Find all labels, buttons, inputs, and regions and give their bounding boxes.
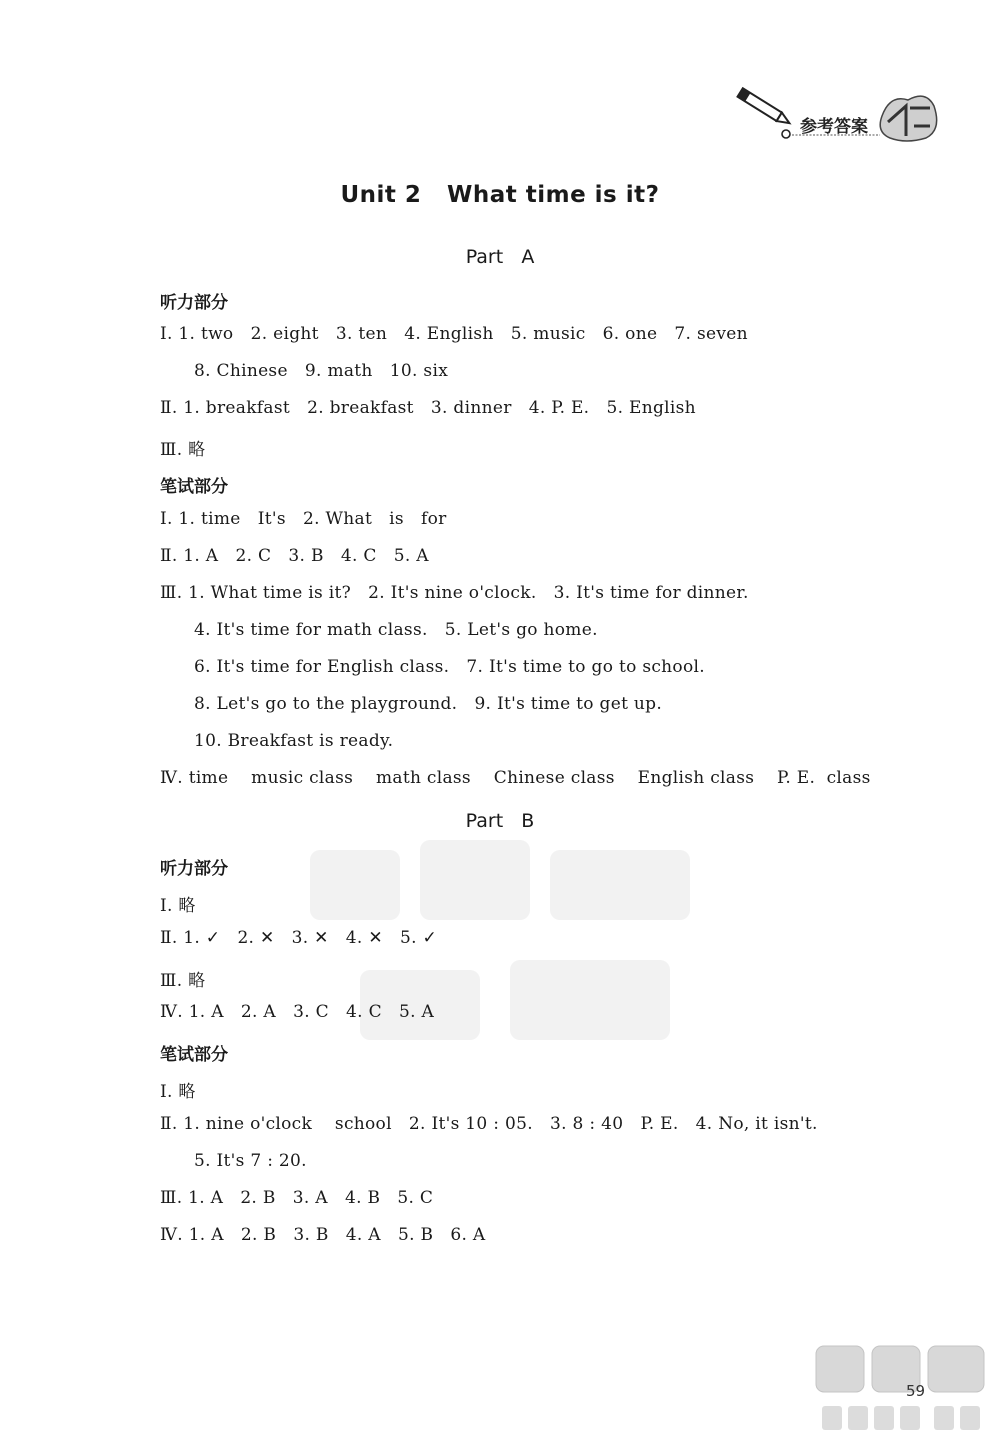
answer-line: Ⅲ. 略	[160, 971, 206, 991]
answer-line: 10. Breakfast is ready.	[194, 731, 394, 751]
page-number: 59	[906, 1382, 926, 1400]
header-label: 参考答案	[800, 117, 868, 137]
answer-line: Ⅰ. 略	[160, 896, 196, 916]
answer-line: Ⅱ. 1. breakfast 2. breakfast 3. dinner 4. P. E. 5. English	[160, 398, 696, 418]
answer-line: Ⅰ. 1. time It's 2. What is for	[160, 509, 447, 529]
part-b-listening-heading: 听力部分	[160, 859, 228, 879]
part-a-listening-heading: 听力部分	[160, 293, 228, 313]
answer-line: 8. Chinese 9. math 10. six	[194, 361, 449, 381]
answer-line: 8. Let's go to the playground. 9. It's time to get up.	[194, 694, 663, 714]
answer-line: 5. It's 7 : 20.	[194, 1151, 307, 1171]
answer-line: 6. It's time for English class. 7. It's time to go to school.	[194, 657, 705, 677]
part-b-writing-heading: 笔试部分	[160, 1045, 228, 1065]
answer-line: Ⅲ. 略	[160, 440, 206, 460]
answer-line: 4. It's time for math class. 5. Let's go home.	[194, 620, 598, 640]
answer-line: Ⅲ. 1. A 2. B 3. A 4. B 5. C	[160, 1188, 434, 1208]
answer-line: Ⅱ. 1. ✓ 2. ✕ 3. ✕ 4. ✕ 5. ✓	[160, 928, 438, 948]
part-b-title: Part B	[465, 810, 535, 832]
answer-line: Ⅱ. 1. nine o'clock school 2. It's 10 : 05. 3. 8 : 40 P. E. 4. No, it isn't.	[160, 1114, 818, 1134]
answer-line: Ⅳ. 1. A 2. B 3. B 4. A 5. B 6. A	[160, 1225, 486, 1245]
answer-line: Ⅳ. time music class math class Chinese class English class P. E. class	[160, 768, 871, 788]
part-a-writing-heading: 笔试部分	[160, 477, 228, 497]
answer-line: Ⅱ. 1. A 2. C 3. B 4. C 5. A	[160, 546, 429, 566]
answer-line: Ⅳ. 1. A 2. A 3. C 4. C 5. A	[160, 1002, 435, 1022]
answer-line: Ⅲ. 1. What time is it? 2. It's nine o'clock. 3. It's time for dinner.	[160, 583, 749, 603]
answer-line: Ⅰ. 1. two 2. eight 3. ten 4. English 5. music 6. one 7. seven	[160, 324, 748, 344]
unit-title: Unit 2 What time is it?	[340, 182, 660, 208]
answer-line: Ⅰ. 略	[160, 1082, 196, 1102]
part-a-title: Part A	[465, 246, 535, 268]
watermark-logo	[812, 1340, 990, 1438]
